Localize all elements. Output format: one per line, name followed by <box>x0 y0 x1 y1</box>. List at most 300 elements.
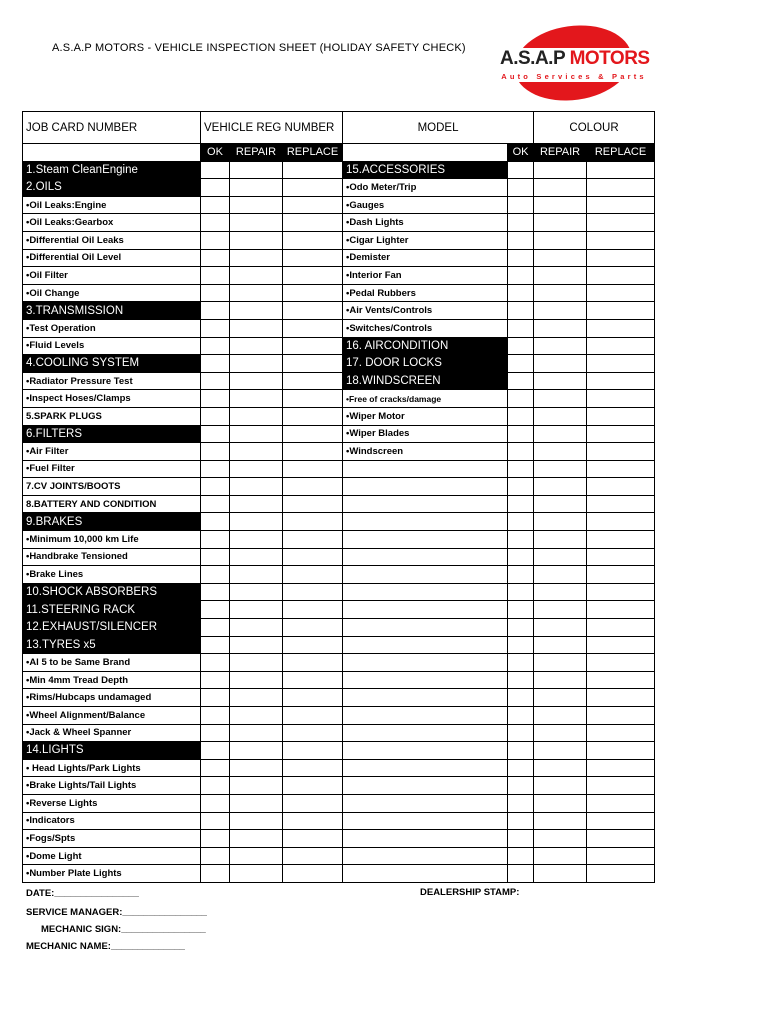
replace-checkbox-cell[interactable] <box>587 337 655 355</box>
repair-checkbox-cell[interactable] <box>534 337 587 355</box>
ok-checkbox-cell[interactable] <box>201 161 230 179</box>
repair-checkbox-cell[interactable] <box>230 548 283 566</box>
job-card-number-label: JOB CARD NUMBER <box>23 112 201 144</box>
repair-checkbox-cell[interactable] <box>230 531 283 549</box>
repair-checkbox-cell[interactable] <box>230 196 283 214</box>
repair-checkbox-cell[interactable] <box>230 231 283 249</box>
replace-checkbox-cell[interactable] <box>587 302 655 320</box>
checklist-row <box>23 460 655 478</box>
replace-checkbox-cell[interactable] <box>587 742 655 760</box>
repair-checkbox-cell[interactable] <box>230 495 283 513</box>
repair-checkbox-cell[interactable] <box>534 548 587 566</box>
repair-checkbox-cell[interactable] <box>534 812 587 830</box>
repair-checkbox-cell[interactable] <box>230 267 283 285</box>
replace-checkbox-cell[interactable] <box>587 390 655 408</box>
repair-checkbox-cell[interactable] <box>534 319 587 337</box>
repair-checkbox-cell[interactable] <box>230 337 283 355</box>
repair-checkbox-cell[interactable] <box>534 654 587 672</box>
replace-checkbox-cell[interactable] <box>283 302 343 320</box>
replace-checkbox-cell[interactable] <box>587 231 655 249</box>
ok-checkbox-cell[interactable] <box>508 601 534 619</box>
repair-checkbox-cell[interactable] <box>230 619 283 637</box>
repair-checkbox-cell[interactable] <box>534 601 587 619</box>
mechanic-name-field[interactable]: MECHANIC NAME:______________ <box>26 941 185 952</box>
ok-checkbox-cell[interactable] <box>508 636 534 654</box>
checklist-item-label: •Fluid Levels <box>23 337 201 355</box>
repair-checkbox-cell[interactable] <box>230 566 283 584</box>
ok-checkbox-cell[interactable] <box>508 390 534 408</box>
ok-checkbox-cell[interactable] <box>508 742 534 760</box>
replace-checkbox-cell[interactable] <box>587 179 655 197</box>
checklist-item-label: •Interior Fan <box>343 267 508 285</box>
checklist-row <box>23 583 655 601</box>
repair-checkbox-cell[interactable] <box>534 284 587 302</box>
replace-checkbox-cell[interactable] <box>283 636 343 654</box>
checklist-item-label: •Gauges <box>343 196 508 214</box>
checklist-row <box>23 671 655 689</box>
ok-checkbox-cell[interactable] <box>508 513 534 531</box>
ok-checkbox-cell[interactable] <box>508 531 534 549</box>
ok-checkbox-cell[interactable] <box>508 689 534 707</box>
replace-checkbox-cell[interactable] <box>283 794 343 812</box>
repair-checkbox-cell[interactable] <box>534 478 587 496</box>
repair-checkbox-cell[interactable] <box>230 654 283 672</box>
repair-checkbox-cell[interactable] <box>534 390 587 408</box>
ok-checkbox-cell[interactable] <box>201 284 230 302</box>
repair-checkbox-cell[interactable] <box>230 636 283 654</box>
replace-checkbox-cell[interactable] <box>587 759 655 777</box>
repair-checkbox-cell[interactable] <box>534 742 587 760</box>
checklist-item-label: 9.BRAKES <box>23 513 201 531</box>
replace-checkbox-cell[interactable] <box>283 865 343 883</box>
mechanic-sign-field[interactable]: MECHANIC SIGN:________________ <box>41 924 206 935</box>
ok-checkbox-cell[interactable] <box>201 583 230 601</box>
replace-checkbox-cell[interactable] <box>587 196 655 214</box>
repair-checkbox-cell[interactable] <box>230 425 283 443</box>
ok-checkbox-cell[interactable] <box>508 302 534 320</box>
ok-checkbox-cell[interactable] <box>508 583 534 601</box>
ok-checkbox-cell[interactable] <box>201 531 230 549</box>
replace-checkbox-cell[interactable] <box>283 196 343 214</box>
replace-checkbox-cell[interactable] <box>587 654 655 672</box>
repair-checkbox-cell[interactable] <box>230 865 283 883</box>
replace-checkbox-cell[interactable] <box>587 548 655 566</box>
checklist-item-label: 4.COOLING SYSTEM <box>23 355 201 373</box>
repair-checkbox-cell[interactable] <box>534 566 587 584</box>
ok-checkbox-cell[interactable] <box>201 179 230 197</box>
ok-checkbox-cell[interactable] <box>508 443 534 461</box>
repair-checkbox-cell[interactable] <box>230 794 283 812</box>
replace-checkbox-cell[interactable] <box>283 671 343 689</box>
ok-checkbox-cell[interactable] <box>201 372 230 390</box>
repair-checkbox-cell[interactable] <box>230 847 283 865</box>
replace-checkbox-cell[interactable] <box>587 847 655 865</box>
ok-checkbox-cell[interactable] <box>508 794 534 812</box>
replace-checkbox-cell[interactable] <box>587 161 655 179</box>
ok-checkbox-cell[interactable] <box>508 161 534 179</box>
repair-checkbox-cell[interactable] <box>230 443 283 461</box>
ok-checkbox-cell[interactable] <box>508 407 534 425</box>
ok-checkbox-cell[interactable] <box>508 865 534 883</box>
checklist-item-label: •Handbrake Tensioned <box>23 548 201 566</box>
replace-checkbox-cell[interactable] <box>283 495 343 513</box>
ok-checkbox-cell[interactable] <box>201 794 230 812</box>
checklist-row <box>23 267 655 285</box>
checklist-row <box>23 689 655 707</box>
ok-checkbox-cell[interactable] <box>201 407 230 425</box>
repair-checkbox-cell[interactable] <box>534 777 587 795</box>
ok-checkbox-cell[interactable] <box>201 724 230 742</box>
ok-checkbox-cell[interactable] <box>201 707 230 725</box>
repair-checkbox-cell[interactable] <box>230 372 283 390</box>
ok-checkbox-cell[interactable] <box>508 267 534 285</box>
replace-checkbox-cell[interactable] <box>283 179 343 197</box>
ok-checkbox-cell[interactable] <box>201 830 230 848</box>
ok-checkbox-cell[interactable] <box>201 636 230 654</box>
checklist-row <box>23 601 655 619</box>
ok-checkbox-cell[interactable] <box>201 443 230 461</box>
ok-checkbox-cell[interactable] <box>508 812 534 830</box>
repair-checkbox-cell[interactable] <box>534 425 587 443</box>
repair-checkbox-cell[interactable] <box>230 583 283 601</box>
replace-checkbox-cell[interactable] <box>587 267 655 285</box>
repair-checkbox-cell[interactable] <box>230 759 283 777</box>
empty-cell <box>343 847 508 865</box>
ok-checkbox-cell[interactable] <box>201 671 230 689</box>
ok-checkbox-cell[interactable] <box>508 372 534 390</box>
empty-cell <box>343 724 508 742</box>
repair-checkbox-cell[interactable] <box>534 830 587 848</box>
checklist-item-label: 14.LIGHTS <box>23 742 201 760</box>
replace-checkbox-cell[interactable] <box>283 847 343 865</box>
ok-checkbox-cell[interactable] <box>201 478 230 496</box>
repair-checkbox-cell[interactable] <box>534 495 587 513</box>
ok-checkbox-cell[interactable] <box>201 619 230 637</box>
checklist-row <box>23 302 655 320</box>
repair-checkbox-cell[interactable] <box>534 355 587 373</box>
replace-checkbox-cell[interactable] <box>587 636 655 654</box>
repair-checkbox-cell[interactable] <box>534 724 587 742</box>
replace-checkbox-cell[interactable] <box>587 794 655 812</box>
repair-checkbox-cell[interactable] <box>230 161 283 179</box>
repair-checkbox-cell[interactable] <box>534 513 587 531</box>
repair-checkbox-cell[interactable] <box>534 443 587 461</box>
repair-checkbox-cell[interactable] <box>534 460 587 478</box>
replace-checkbox-cell[interactable] <box>283 407 343 425</box>
repair-checkbox-cell[interactable] <box>230 601 283 619</box>
colour-label: COLOUR <box>534 112 655 144</box>
replace-checkbox-cell[interactable] <box>283 443 343 461</box>
repair-checkbox-cell[interactable] <box>534 161 587 179</box>
replace-checkbox-cell[interactable] <box>587 284 655 302</box>
replace-checkbox-cell[interactable] <box>587 407 655 425</box>
replace-checkbox-cell[interactable] <box>283 531 343 549</box>
repair-checkbox-cell[interactable] <box>534 865 587 883</box>
repair-checkbox-cell[interactable] <box>230 812 283 830</box>
ok-checkbox-cell[interactable] <box>508 548 534 566</box>
replace-checkbox-cell[interactable] <box>587 355 655 373</box>
ok-checkbox-cell[interactable] <box>508 619 534 637</box>
repair-checkbox-cell[interactable] <box>534 794 587 812</box>
replace-checkbox-cell[interactable] <box>587 689 655 707</box>
empty-cell <box>343 794 508 812</box>
repair-checkbox-cell[interactable] <box>230 707 283 725</box>
replace-checkbox-cell[interactable] <box>283 812 343 830</box>
ok-checkbox-cell[interactable] <box>201 513 230 531</box>
repair-checkbox-cell[interactable] <box>230 179 283 197</box>
ok-checkbox-cell[interactable] <box>508 566 534 584</box>
checklist-row <box>23 161 655 179</box>
repair-checkbox-cell[interactable] <box>534 531 587 549</box>
replace-checkbox-cell[interactable] <box>283 724 343 742</box>
checklist-row <box>23 865 655 883</box>
repair-checkbox-cell[interactable] <box>230 478 283 496</box>
repair-column-header: REPAIR <box>534 144 587 162</box>
ok-checkbox-cell[interactable] <box>201 249 230 267</box>
ok-checkbox-cell[interactable] <box>201 319 230 337</box>
ok-checkbox-cell[interactable] <box>508 319 534 337</box>
replace-checkbox-cell[interactable] <box>587 425 655 443</box>
replace-checkbox-cell[interactable] <box>587 812 655 830</box>
repair-checkbox-cell[interactable] <box>230 671 283 689</box>
repair-checkbox-cell[interactable] <box>230 214 283 232</box>
checklist-item-label: 6.FILTERS <box>23 425 201 443</box>
ok-checkbox-cell[interactable] <box>201 337 230 355</box>
replace-checkbox-cell[interactable] <box>283 759 343 777</box>
ok-checkbox-cell[interactable] <box>508 847 534 865</box>
replace-checkbox-cell[interactable] <box>283 390 343 408</box>
replace-checkbox-cell[interactable] <box>587 214 655 232</box>
ok-checkbox-cell[interactable] <box>201 654 230 672</box>
ok-checkbox-cell[interactable] <box>201 495 230 513</box>
repair-checkbox-cell[interactable] <box>230 724 283 742</box>
ok-checkbox-cell[interactable] <box>201 302 230 320</box>
replace-checkbox-cell[interactable] <box>587 619 655 637</box>
checklist-row <box>23 707 655 725</box>
replace-checkbox-cell[interactable] <box>587 372 655 390</box>
replace-checkbox-cell[interactable] <box>587 531 655 549</box>
date-field[interactable]: DATE:________________ <box>26 888 139 899</box>
repair-checkbox-cell[interactable] <box>230 319 283 337</box>
ok-checkbox-cell[interactable] <box>201 601 230 619</box>
ok-checkbox-cell[interactable] <box>508 495 534 513</box>
checklist-item-label: •Dome Light <box>23 847 201 865</box>
ok-checkbox-cell[interactable] <box>508 249 534 267</box>
ok-checkbox-cell[interactable] <box>201 865 230 883</box>
replace-checkbox-cell[interactable] <box>283 460 343 478</box>
replace-checkbox-cell[interactable] <box>587 583 655 601</box>
replace-checkbox-cell[interactable] <box>283 337 343 355</box>
checklist-item-label: •Wiper Blades <box>343 425 508 443</box>
ok-checkbox-cell[interactable] <box>201 759 230 777</box>
replace-checkbox-cell[interactable] <box>587 707 655 725</box>
ok-checkbox-cell[interactable] <box>201 847 230 865</box>
checklist-row <box>23 319 655 337</box>
replace-checkbox-cell[interactable] <box>283 355 343 373</box>
replace-checkbox-cell[interactable] <box>587 443 655 461</box>
ok-checkbox-cell[interactable] <box>201 390 230 408</box>
repair-checkbox-cell[interactable] <box>230 513 283 531</box>
ok-checkbox-cell[interactable] <box>508 460 534 478</box>
checklist-row <box>23 196 655 214</box>
repair-checkbox-cell[interactable] <box>230 284 283 302</box>
repair-checkbox-cell[interactable] <box>230 742 283 760</box>
checklist-row <box>23 619 655 637</box>
replace-checkbox-cell[interactable] <box>587 513 655 531</box>
repair-checkbox-cell[interactable] <box>534 671 587 689</box>
checklist-row <box>23 372 655 390</box>
replace-checkbox-cell[interactable] <box>587 724 655 742</box>
checklist-item-label: 12.EXHAUST/SILENCER <box>23 619 201 637</box>
ok-checkbox-cell[interactable] <box>201 812 230 830</box>
checklist-item-label: •Fuel Filter <box>23 460 201 478</box>
replace-checkbox-cell[interactable] <box>587 777 655 795</box>
ok-checkbox-cell[interactable] <box>201 267 230 285</box>
repair-checkbox-cell[interactable] <box>534 636 587 654</box>
replace-checkbox-cell[interactable] <box>587 460 655 478</box>
checklist-row <box>23 548 655 566</box>
asap-motors-logo: A.S.A.P MOTORS Auto Services & Parts <box>500 26 648 102</box>
checklist-item-label: •Reverse Lights <box>23 794 201 812</box>
replace-column-header: REPLACE <box>587 144 655 162</box>
replace-checkbox-cell[interactable] <box>587 495 655 513</box>
empty-cell <box>343 478 508 496</box>
ok-checkbox-cell[interactable] <box>201 196 230 214</box>
ok-checkbox-cell[interactable] <box>201 566 230 584</box>
ok-checkbox-cell[interactable] <box>201 689 230 707</box>
replace-checkbox-cell[interactable] <box>587 566 655 584</box>
repair-checkbox-cell[interactable] <box>534 231 587 249</box>
replace-checkbox-cell[interactable] <box>283 478 343 496</box>
checklist-item-label: 5.SPARK PLUGS <box>23 407 201 425</box>
repair-checkbox-cell[interactable] <box>230 460 283 478</box>
empty-cell <box>343 742 508 760</box>
ok-checkbox-cell[interactable] <box>508 830 534 848</box>
repair-checkbox-cell[interactable] <box>230 355 283 373</box>
empty-cell <box>343 812 508 830</box>
replace-checkbox-cell[interactable] <box>283 601 343 619</box>
replace-checkbox-cell[interactable] <box>587 671 655 689</box>
ok-checkbox-cell[interactable] <box>201 214 230 232</box>
replace-checkbox-cell[interactable] <box>283 372 343 390</box>
ok-checkbox-cell[interactable] <box>201 355 230 373</box>
ok-checkbox-cell[interactable] <box>508 478 534 496</box>
empty-cell <box>343 654 508 672</box>
ok-checkbox-cell[interactable] <box>508 425 534 443</box>
replace-checkbox-cell[interactable] <box>283 548 343 566</box>
replace-checkbox-cell[interactable] <box>283 267 343 285</box>
ok-checkbox-cell[interactable] <box>201 777 230 795</box>
repair-checkbox-cell[interactable] <box>230 830 283 848</box>
repair-checkbox-cell[interactable] <box>534 196 587 214</box>
ok-checkbox-cell[interactable] <box>201 425 230 443</box>
ok-checkbox-cell[interactable] <box>201 548 230 566</box>
replace-checkbox-cell[interactable] <box>283 319 343 337</box>
replace-checkbox-cell[interactable] <box>283 161 343 179</box>
empty-cell <box>343 513 508 531</box>
ok-checkbox-cell[interactable] <box>508 654 534 672</box>
ok-checkbox-cell[interactable] <box>508 724 534 742</box>
repair-checkbox-cell[interactable] <box>230 777 283 795</box>
replace-checkbox-cell[interactable] <box>587 865 655 883</box>
ok-checkbox-cell[interactable] <box>508 707 534 725</box>
replace-checkbox-cell[interactable] <box>283 214 343 232</box>
repair-checkbox-cell[interactable] <box>534 759 587 777</box>
repair-checkbox-cell[interactable] <box>534 302 587 320</box>
service-manager-field[interactable]: SERVICE MANAGER:________________ <box>26 907 207 918</box>
replace-checkbox-cell[interactable] <box>283 231 343 249</box>
repair-checkbox-cell[interactable] <box>534 249 587 267</box>
ok-checkbox-cell[interactable] <box>508 671 534 689</box>
repair-checkbox-cell[interactable] <box>534 372 587 390</box>
ok-checkbox-cell[interactable] <box>508 759 534 777</box>
ok-checkbox-cell[interactable] <box>508 196 534 214</box>
replace-checkbox-cell[interactable] <box>587 830 655 848</box>
empty-cell <box>343 495 508 513</box>
ok-checkbox-cell[interactable] <box>508 214 534 232</box>
repair-checkbox-cell[interactable] <box>534 689 587 707</box>
replace-checkbox-cell[interactable] <box>283 654 343 672</box>
checklist-item-label: •Indicators <box>23 812 201 830</box>
empty-cell <box>343 601 508 619</box>
replace-checkbox-cell[interactable] <box>283 284 343 302</box>
repair-checkbox-cell[interactable] <box>230 689 283 707</box>
repair-checkbox-cell[interactable] <box>534 214 587 232</box>
repair-checkbox-cell[interactable] <box>534 407 587 425</box>
replace-checkbox-cell[interactable] <box>283 513 343 531</box>
repair-checkbox-cell[interactable] <box>534 707 587 725</box>
checklist-item-label: •Rims/Hubcaps undamaged <box>23 689 201 707</box>
replace-checkbox-cell[interactable] <box>283 777 343 795</box>
repair-checkbox-cell[interactable] <box>534 179 587 197</box>
replace-checkbox-cell[interactable] <box>283 249 343 267</box>
replace-checkbox-cell[interactable] <box>283 566 343 584</box>
replace-checkbox-cell[interactable] <box>587 478 655 496</box>
ok-checkbox-cell[interactable] <box>508 355 534 373</box>
replace-checkbox-cell[interactable] <box>283 707 343 725</box>
repair-checkbox-cell[interactable] <box>230 390 283 408</box>
ok-checkbox-cell[interactable] <box>201 742 230 760</box>
ok-checkbox-cell[interactable] <box>508 284 534 302</box>
ok-checkbox-cell[interactable] <box>508 231 534 249</box>
replace-checkbox-cell[interactable] <box>587 249 655 267</box>
repair-checkbox-cell[interactable] <box>230 302 283 320</box>
ok-checkbox-cell[interactable] <box>508 777 534 795</box>
ok-checkbox-cell[interactable] <box>201 460 230 478</box>
repair-checkbox-cell[interactable] <box>534 267 587 285</box>
repair-checkbox-cell[interactable] <box>534 847 587 865</box>
repair-checkbox-cell[interactable] <box>534 583 587 601</box>
checklist-item-label: •Demister <box>343 249 508 267</box>
replace-checkbox-cell[interactable] <box>283 583 343 601</box>
empty-cell <box>343 865 508 883</box>
repair-checkbox-cell[interactable] <box>230 407 283 425</box>
replace-checkbox-cell[interactable] <box>283 830 343 848</box>
checklist-item-label: •Odo Meter/Trip <box>343 179 508 197</box>
repair-checkbox-cell[interactable] <box>230 249 283 267</box>
ok-checkbox-cell[interactable] <box>508 337 534 355</box>
repair-checkbox-cell[interactable] <box>534 619 587 637</box>
replace-checkbox-cell[interactable] <box>587 601 655 619</box>
ok-checkbox-cell[interactable] <box>201 231 230 249</box>
replace-checkbox-cell[interactable] <box>283 742 343 760</box>
replace-checkbox-cell[interactable] <box>283 689 343 707</box>
ok-checkbox-cell[interactable] <box>508 179 534 197</box>
replace-checkbox-cell[interactable] <box>587 319 655 337</box>
replace-checkbox-cell[interactable] <box>283 425 343 443</box>
replace-checkbox-cell[interactable] <box>283 619 343 637</box>
checklist-item-label: •Al 5 to be Same Brand <box>23 654 201 672</box>
